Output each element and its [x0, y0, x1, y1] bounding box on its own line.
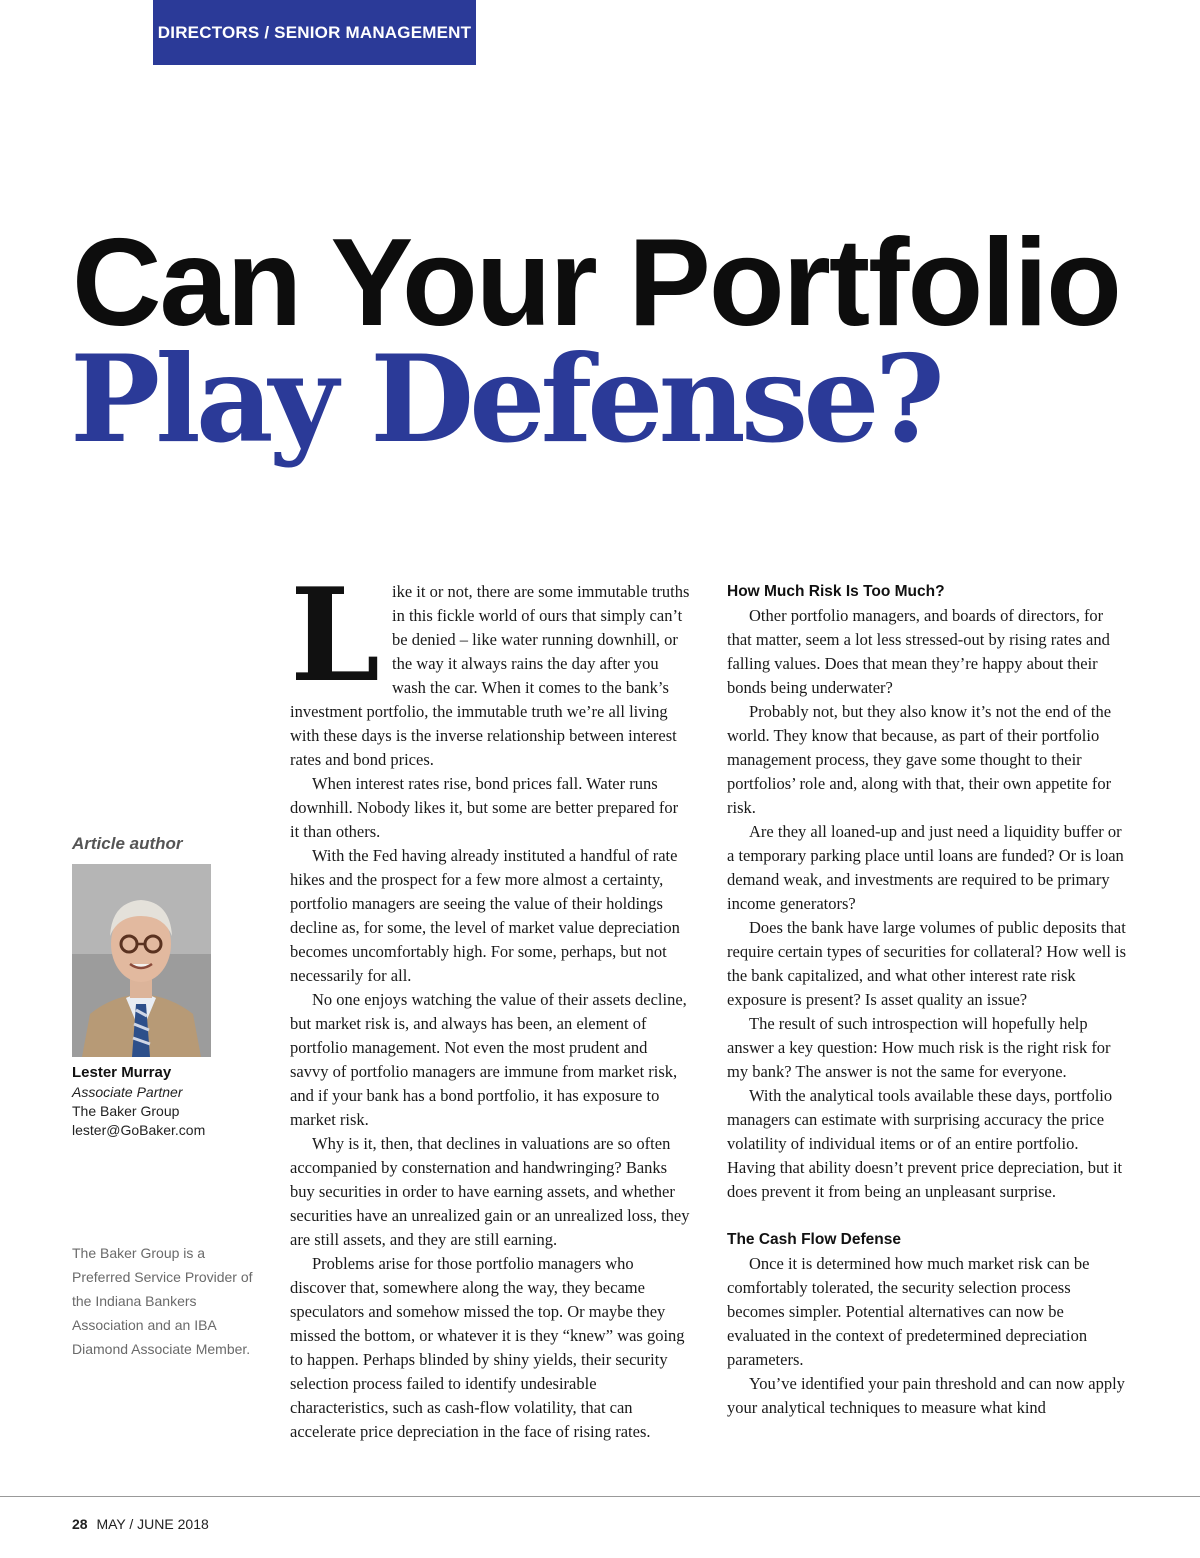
author-role: Associate Partner	[72, 1084, 183, 1100]
author-sidebar	[72, 834, 272, 1361]
author-photo	[72, 864, 211, 1057]
paragraph: Problems arise for those portfolio managers who discover that, somewhere along the way, they became speculators and somehow missed the top. Or maybe they missed the bottom, or whatever it is they “knew” was going to happen. Perhaps blinded by shiny yields, their security selection process failed to identify undesirable characteristics, such as cash-flow volatility, that can accelerate price depreciation in the face of rising rates.	[290, 1254, 685, 1441]
paragraph-intro	[290, 561, 690, 772]
paragraph: With the Fed having already instituted a handful of rate hikes and the prospect for a few more almost a certainty, portfolio managers are seeing the value of their holdings decline as, for some, the level of market value depreciation becomes uncomfortably high. For some, perhaps, but not necessarily for all.	[290, 846, 680, 985]
headline-line-1: Can Your Portfolio	[72, 214, 1120, 352]
author-email[interactable]: lester@GoBaker.com	[72, 1122, 206, 1138]
issue-date: MAY / JUNE 2018	[96, 1516, 209, 1532]
sponsor-note: The Baker Group is a Preferred Service Provider of the Indiana Bankers Association and an IBA Diamond Associate Member.	[72, 1245, 253, 1357]
drop-cap: L	[290, 561, 380, 711]
paragraph: Probably not, but they also know it’s not the end of the world. They know that because, as part of their portfolio management process, they gave some thought to their portfolios’ role and, along with that, their own appetite for risk.	[727, 702, 1112, 817]
paragraph: Once it is determined how much market risk can be comfortably tolerated, the security selection process becomes simpler. Potential alternatives can now be evaluated in the context of predetermined depreciation parameters.	[727, 1254, 1090, 1369]
author-kicker: Article author	[72, 834, 183, 853]
paragraph: Are they all loaned-up and just need a liquidity buffer or a temporary parking place until loans are funded? Or is loan demand weak, and investments are required to be primary income generators?	[727, 822, 1124, 913]
paragraph: No one enjoys watching the value of their assets decline, but market risk is, and always has been, an element of portfolio management. Not even the most prudent and savvy of portfolio managers are immune from market risk, and if your bank has a bond portfolio, it has exposure to market risk.	[290, 990, 687, 1129]
subhead-cash-flow: The Cash Flow Defense	[727, 1231, 901, 1248]
paragraph: Why is it, then, that declines in valuations are so often accompanied by consternation and handwringing? Banks buy securities in order to have earning assets, and whether securities have an unrealized gain or an unrealized loss, they are still assets, and they are still earning.	[290, 1134, 690, 1249]
author-name: Lester Murray	[72, 1064, 172, 1081]
paragraph: Does the bank have large volumes of public deposits that require certain types of securities for collateral? How well is the bank capitalized, and what other interest rate risk exposure is present? Is asset quality an issue?	[727, 918, 1127, 1009]
paragraph: With the analytical tools available these days, portfolio managers can estimate with surprising accuracy the price volatility of individual items or of an entire portfolio. Having that ability doesn’t prevent price depreciation, but it does prevent it from being an unpleasant surprise.	[727, 1086, 1123, 1201]
paragraph: When interest rates rise, bond prices fall. Water runs downhill. Nobody likes it, but some are better prepared for it than others.	[290, 774, 679, 841]
footer-divider	[0, 1496, 1200, 1497]
author-portrait-illustration	[72, 864, 211, 1057]
intro-text: ike it or not, there are some immutable truths in this fickle world of ours that simply can’t be denied – like water running downhill, or the way it always rains the day after you wash the car. When it comes to the bank’s investment portfolio, the immutable truth we’re all living with these days is the inverse relationship between interest rates and bond prices.	[290, 582, 690, 769]
section-label: DIRECTORS / SENIOR MANAGEMENT	[153, 0, 476, 65]
paragraph: The result of such introspection will hopefully help answer a key question: How much risk is the right risk for my bank? The answer is not the same for everyone.	[727, 1014, 1111, 1081]
article-column-1	[290, 561, 690, 1444]
page-number: 28	[72, 1516, 88, 1532]
paragraph: Other portfolio managers, and boards of directors, for that matter, seem a lot less stressed-out by rising rates and falling values. Does that mean they’re happy about their bonds being underwater?	[727, 606, 1110, 697]
page-footer	[72, 1516, 209, 1532]
headline-line-2: Play Defense?	[70, 329, 940, 470]
article-column-2	[727, 580, 1127, 1420]
author-company: The Baker Group	[72, 1103, 180, 1119]
paragraph: You’ve identified your pain threshold and can now apply your analytical techniques to measure what kind	[727, 1374, 1125, 1417]
subhead-risk: How Much Risk Is Too Much?	[727, 583, 945, 600]
